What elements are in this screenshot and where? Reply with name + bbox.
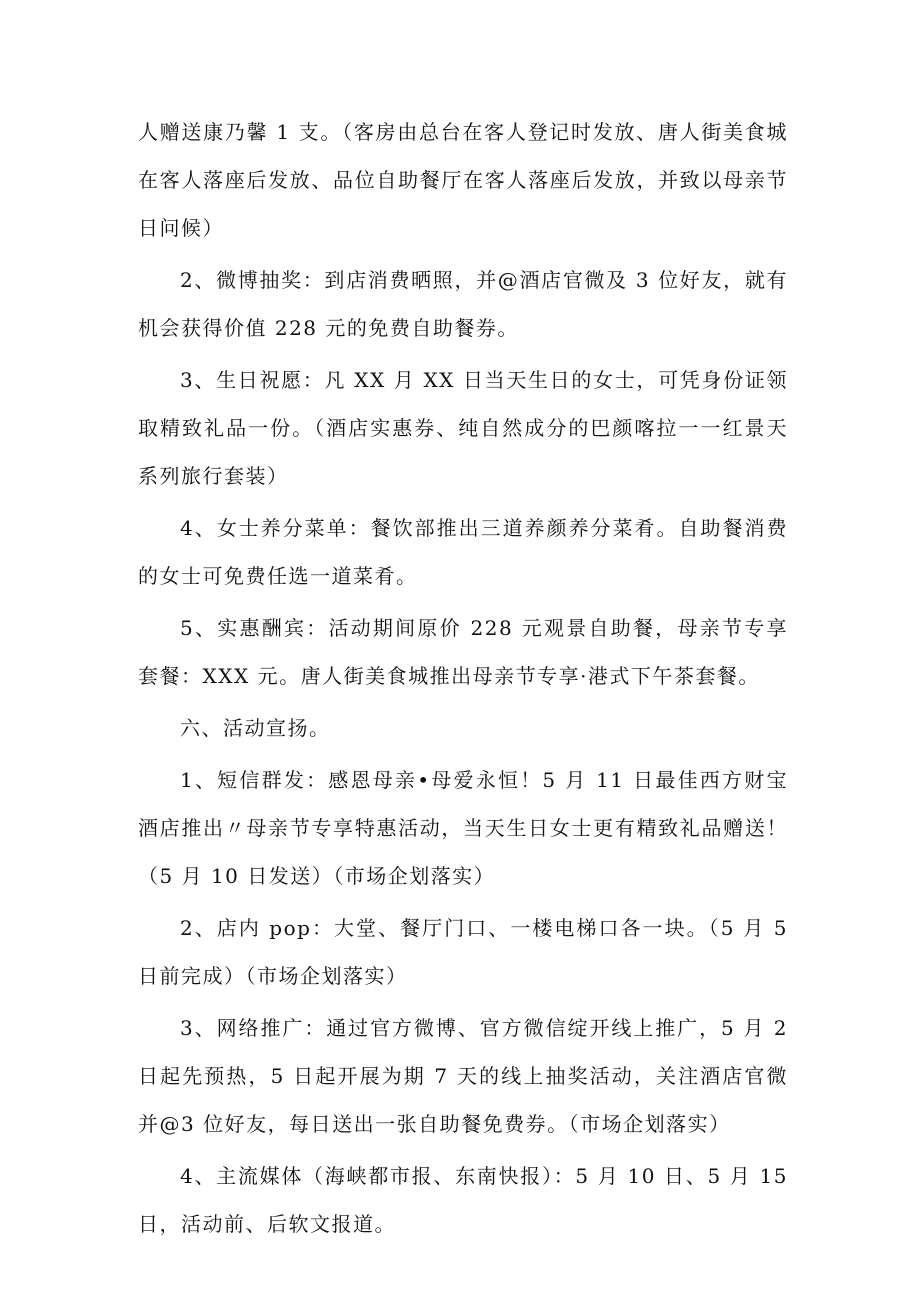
paragraph-mainstream-media: 4、主流媒体（海峡都市报、东南快报）：5 月 10 日、5 月 15 日，活动前、后软文报道。 — [138, 1164, 788, 1236]
paragraph-gift-distribution: 人赠送康乃馨 1 支。（客房由总台在客人登记时发放、唐人街美食城在客人落座后发放、品位自助餐厅在客人落座后发放，并致以母亲节日问候） — [138, 120, 788, 240]
paragraph-sms-broadcast: 1、短信群发：感恩母亲•母爱永恒！5 月 11 日最佳西方财宝酒店推出〃母亲节专享特惠活动，当天生日女士更有精致礼品赠送！（5 月 10 日发送）（市场企划落实） — [138, 768, 788, 888]
paragraph-birthday-wishes: 3、生日祝愿：凡 XX 月 XX 日当天生日的女士，可凭身份证领取精致礼品一份。（酒店实惠券、纯自然成分的巴颜喀拉一一红景天系列旅行套装） — [138, 368, 788, 488]
paragraph-online-promotion: 3、网络推广：通过官方微博、官方微信绽开线上推广，5 月 2 日起先预热，5 日起开展为期 7 天的线上抽奖活动，关注酒店官微并@3 位好友，每日送出一张自助餐免费券。（市场企划落实） — [138, 1016, 788, 1136]
paragraph-ladies-menu: 4、女士养分菜单：餐饮部推出三道养颜养分菜肴。自助餐消费的女士可免费任选一道菜肴。 — [138, 516, 788, 588]
paragraph-discount-offer: 5、实惠酬宾：活动期间原价 228 元观景自助餐，母亲节专享套餐：XXX 元。唐人街美食城推出母亲节专享·港式下午茶套餐。 — [138, 616, 788, 688]
paragraph-in-store-pop: 2、店内 pop：大堂、餐厅门口、一楼电梯口各一块。（5 月 5 日前完成）（市场企划落实） — [138, 916, 788, 988]
document-body — [138, 108, 788, 1248]
section-heading-promotion: 六、活动宣扬。 — [180, 716, 331, 740]
paragraph-weibo-lottery: 2、微博抽奖：到店消费晒照，并@酒店官微及 3 位好友，就有机会获得价值 228 元的免费自助餐券。 — [138, 268, 788, 340]
